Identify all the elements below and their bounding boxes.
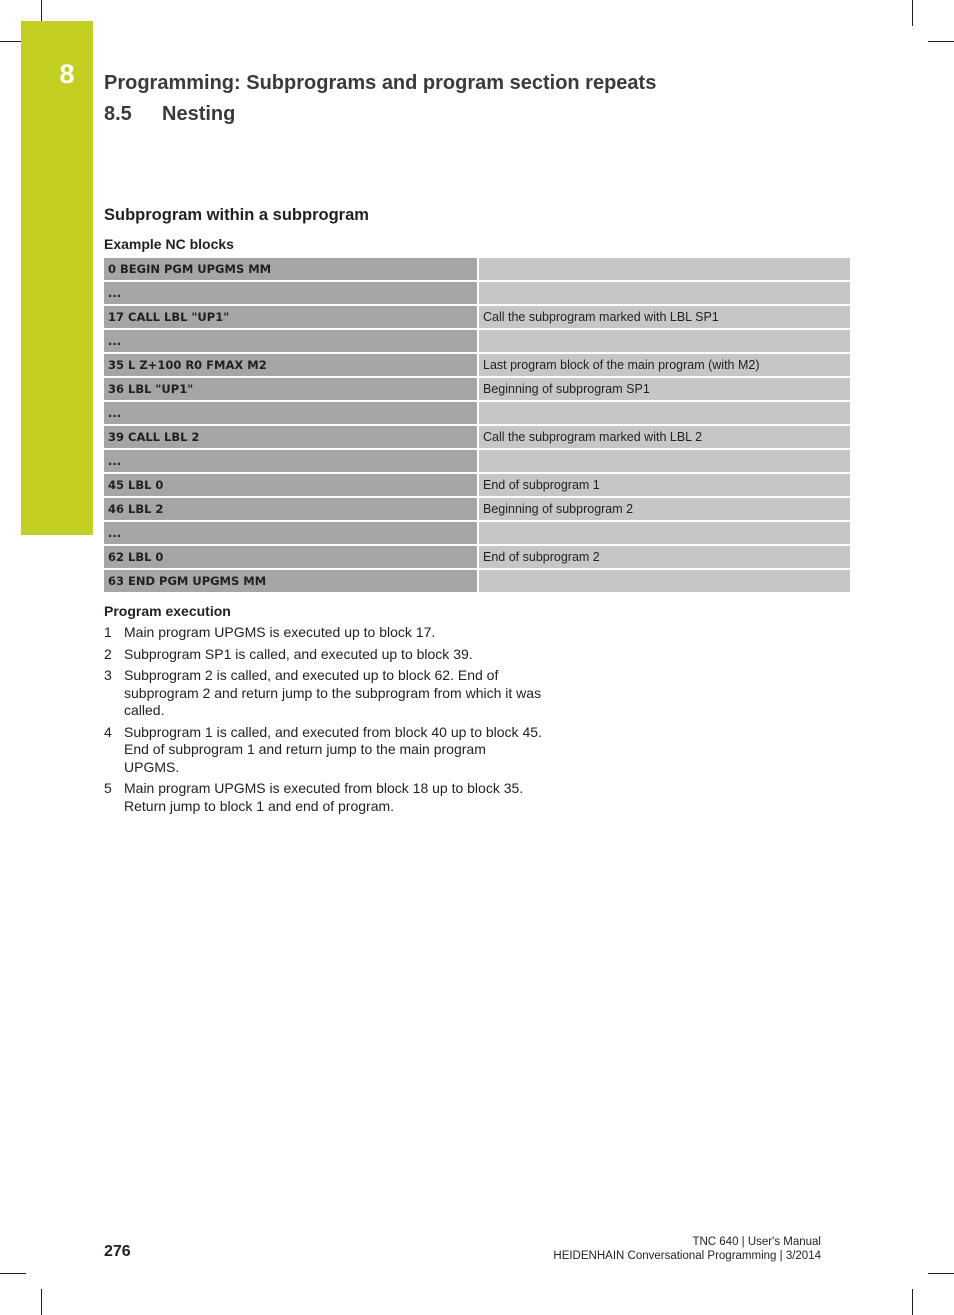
- list-item: [104, 667, 554, 720]
- table-row: [104, 305, 850, 329]
- table-row: [104, 329, 850, 353]
- nc-code-cell: 0 BEGIN PGM UPGMS MM: [104, 258, 478, 281]
- table-row: [104, 449, 850, 473]
- nc-code-cell: ...: [104, 401, 478, 425]
- list-item: [104, 780, 554, 815]
- nc-code-cell: ...: [104, 329, 478, 353]
- crop-mark: [928, 41, 954, 42]
- step-text: Subprogram 1 is called, and executed from block 40 up to block 45. End of subprogram 1 and return jump to the main program UPGMS.: [124, 723, 542, 775]
- nc-code-cell: 35 L Z+100 R0 FMAX M2: [104, 353, 478, 377]
- nc-description-cell: [478, 281, 850, 305]
- execution-steps-list: [104, 624, 554, 819]
- nc-description-cell: Beginning of subprogram 2: [478, 497, 850, 521]
- table-row: [104, 473, 850, 497]
- table-row: [104, 521, 850, 545]
- nc-code-cell: 45 LBL 0: [104, 473, 478, 497]
- chapter-title: Programming: Subprograms and program section repeats: [104, 72, 657, 94]
- crop-mark: [912, 1289, 913, 1315]
- section-number: 8.5: [104, 103, 132, 125]
- nc-code-cell: ...: [104, 521, 478, 545]
- footer-line-1: TNC 640 | User's Manual: [692, 1236, 821, 1248]
- table-row: [104, 497, 850, 521]
- execution-title: Program execution: [104, 603, 231, 619]
- step-text: Subprogram SP1 is called, and executed up to block 39.: [124, 645, 473, 662]
- footer-line-2: HEIDENHAIN Conversational Programming | 3/2014: [553, 1250, 821, 1262]
- table-row: [104, 258, 850, 281]
- list-item: [104, 624, 554, 642]
- step-number: 5: [104, 780, 112, 796]
- table-row: [104, 401, 850, 425]
- crop-mark: [0, 1273, 26, 1274]
- list-item: [104, 724, 554, 777]
- nc-description-cell: Call the subprogram marked with LBL SP1: [478, 305, 850, 329]
- section-name: Nesting: [162, 103, 236, 125]
- nc-code-cell: 46 LBL 2: [104, 497, 478, 521]
- footer-info: [553, 1235, 821, 1263]
- step-text: Subprogram 2 is called, and executed up to block 62. End of subprogram 2 and return jump to the subprogram from which it was called.: [124, 667, 542, 718]
- nc-description-cell: End of subprogram 1: [478, 473, 850, 497]
- step-text: Main program UPGMS is executed up to block 17.: [124, 624, 436, 640]
- chapter-tab: [21, 21, 93, 535]
- nc-description-cell: End of subprogram 2: [478, 545, 850, 569]
- step-text: Main program UPGMS is executed from block 18 up to block 35. Return jump to block 1 and end of program.: [124, 780, 524, 814]
- nc-description-cell: Beginning of subprogram SP1: [478, 377, 850, 401]
- section-title: [104, 103, 235, 126]
- list-item: [104, 646, 554, 664]
- table-row: [104, 353, 850, 377]
- table-row: [104, 281, 850, 305]
- nc-description-cell: Call the subprogram marked with LBL 2: [478, 425, 850, 449]
- crop-mark: [912, 0, 913, 26]
- nc-code-cell: 36 LBL "UP1": [104, 377, 478, 401]
- table-row: [104, 425, 850, 449]
- step-number: 3: [104, 667, 112, 683]
- table-row: [104, 545, 850, 569]
- example-title: Example NC blocks: [104, 236, 234, 252]
- page-heading: Subprogram within a subprogram: [104, 206, 369, 224]
- chapter-number: 8: [59, 59, 75, 89]
- nc-code-cell: 62 LBL 0: [104, 545, 478, 569]
- nc-description-cell: [478, 449, 850, 473]
- step-number: 2: [104, 645, 112, 662]
- nc-description-cell: [478, 329, 850, 353]
- table-row: [104, 377, 850, 401]
- nc-description-cell: [478, 401, 850, 425]
- crop-mark: [41, 1289, 42, 1315]
- step-number: 4: [104, 723, 112, 740]
- nc-description-cell: [478, 258, 850, 281]
- nc-description-cell: Last program block of the main program (with M2): [478, 353, 850, 377]
- nc-blocks-table: [104, 258, 850, 594]
- crop-mark: [928, 1273, 954, 1274]
- nc-code-cell: ...: [104, 449, 478, 473]
- table-row: [104, 569, 850, 593]
- page-number: 276: [104, 1243, 131, 1260]
- nc-description-cell: [478, 569, 850, 593]
- nc-code-cell: ...: [104, 281, 478, 305]
- nc-code-cell: 17 CALL LBL "UP1": [104, 305, 478, 329]
- nc-code-cell: 39 CALL LBL 2: [104, 425, 478, 449]
- step-number: 1: [104, 624, 112, 640]
- nc-description-cell: [478, 521, 850, 545]
- nc-code-cell: 63 END PGM UPGMS MM: [104, 569, 478, 593]
